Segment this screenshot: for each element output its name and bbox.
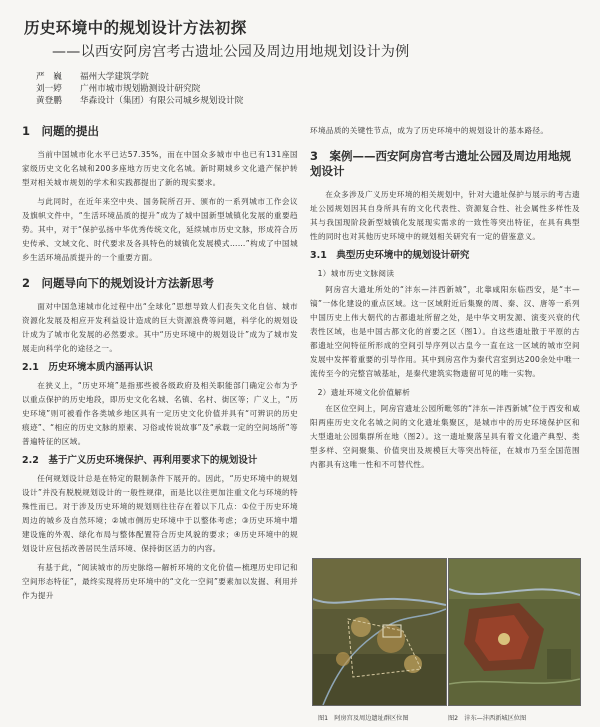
section-3-heading: 3 案例——西安阿房宫考古遗址公园及周边用地规划设计: [310, 149, 571, 178]
section-2-heading: 2 问题导向下的规划设计方法新思考: [22, 276, 214, 290]
paragraph: 在众多涉及广义历史环境的相关规划中，针对大遗址保护与展示的考古遗址公园规划因其自身所具有的文化代表性、资源复合性、社会属性多样性及其与我国现阶段新型城镇化发展现实需求的一致性等突出特征，在具有典型性的同时也对其他历史环境中的规划相关研究有一定的借鉴意义。: [310, 190, 580, 241]
paragraph: 有基于此，“阅读城市的历史脉络—解析环境的文化价值—梳理历史印记和空间形态特征”，最终实现将历史环境中的“文化一空间”要素加以发掘、利用并作为提升: [22, 563, 298, 600]
paper-title: 历史环境中的规划设计方法初探: [24, 19, 247, 37]
left-column: [22, 124, 298, 608]
author-list: [36, 71, 243, 108]
figure-2-map: [448, 558, 581, 706]
author-entry: [36, 83, 243, 95]
map-image-2: [449, 559, 580, 705]
subheading: 1）城市历史文脉阅读: [317, 269, 395, 278]
author-affiliation: 华森设计（集团）有限公司城乡规划设计院: [80, 96, 244, 107]
paragraph: 当前中国城市化水平已达57.35%，而在中国众多城市中也已有131座国家级历史文化名城和200多座地方历史文化名城。新时期城乡文化遗产保护转型对相关城市规划的学术和实践都提出了新的现实要求。: [22, 150, 298, 187]
figures: [312, 558, 580, 708]
section-3-1-heading: 3.1 典型历史环境中的规划设计研究: [310, 250, 470, 261]
author-name: 黄登鹏: [36, 96, 62, 107]
author-entry: [36, 71, 243, 83]
map-image-1: [313, 559, 446, 705]
section-2-1-heading: 2.1 历史环境本质内涵再认识: [22, 362, 153, 373]
section-2-2-heading: 2.2 基于广义历史环境保护、再利用要求下的规划设计: [22, 455, 258, 466]
author-name: 严 巍: [36, 72, 62, 82]
author-name: 刘一婷: [36, 84, 62, 95]
paragraph: 阿房宫大遗址所处的“沣东—沣西新城”，北靠咸阳东临西安，是“丰—镐”一体化建设的重点区域。这一区域附近后集聚的周、秦、汉、唐等一系列中国历史上伟大朝代的古都遗址所留之处，是中华文明发源、演变兴衰的代表性区域，也是中国古都文化的首要之区（图1）。自这些遗址散于平原的古都遗址空间特征所形成的空间引导序列以古皇今一直在这一区域的城市空间发展中发挥着重要的引导作用。其中到房宫作为秦代宫室到达200余处中唯一流传至今的完整宫城基址，是秦代建筑实物遗留可见的唯一实物。: [310, 285, 580, 378]
figure-1-caption: 图1 阿房宫及周边遗址群区位图: [318, 715, 409, 722]
paragraph: 面对中国急速城市化过程中出“全球化”思想导致人们丧失文化自信、城市资源化发展及相应开发利益设计造成的巨大资源浪费等问题，科学化的规划设计成为了城市化发展的必然要求。其中“历史环境中的规划设计”成为了城市发展走向科学化的途径之一。: [22, 302, 298, 353]
figure-1-map: [312, 558, 447, 706]
paragraph: 在区位空间上，阿房宫遗址公园所毗邻的“沣东—沣西新城”位于西安和咸阳两座历史文化名城之间的文化遗址集聚区，是城市中的历史环境保护区和大型遗址公园集群所在地（图2）。这一遗址聚落呈具有着文化遗产典型、类型多样、空间聚集、价值突出及规模巨大等突出特征，在城市乃至全国范围内都具有这唯一性和不可替代性。: [310, 404, 581, 469]
paragraph: 在狭义上，“历史环境”是指那些被各级政府及相关职能部门确定公布为予以重点保护的历史地段，即历史文化名城、名镇、名村、街区等；广义上，“历史环境”则可被看作各类城乡地区具有一定历史文化价值并具有“可辨识的历史痕迹”、“相应的历史文脉的原素、习俗或传说故事”及“承载一定的空间场所”等普遍特征的区域。: [22, 381, 298, 446]
author-entry: [36, 95, 243, 107]
paragraph: 与此同时，在近年来空中央、国务院所召开、颁布的一系列城市工作会议及旗帜文件中，“生活环境品质的提升”成为了城中国新型城镇化发展的重要趋势。其中，对于“保护弘扬中华优秀传统文化，延续城市历史文脉，形成符合历史传承、文域文化、时代要求及各具特色的城镇化发展模式……”构成了中国城乡生活环境品质提升的一个重要方面。: [22, 197, 298, 262]
author-affiliation: 福州大学建筑学院: [80, 72, 149, 82]
author-affiliation: 广州市城市规划勘测设计研究院: [80, 84, 201, 95]
paragraph-continued: 环境品质的关键性节点，成为了历史环境中的规划设计的基本路径。: [310, 126, 549, 135]
figure-2-caption: 图2 沣东—沣西新城区位图: [448, 715, 527, 722]
paper-subtitle: ——以西安阿房宫考古遗址公园及周边用地规划设计为例: [52, 44, 410, 60]
section-1-heading: 1 问题的提出: [22, 124, 100, 138]
subheading: 2）遗址环境文化价值解析: [317, 388, 411, 397]
right-column: [310, 124, 580, 477]
paragraph: 任何规划设计总是在特定的限制条件下展开的。因此，“历史环境中的规划设计”并没有脱脱规划设计的一般性规律，而是比以往更加注重文化与环境的特殊性而已。对于涉及历史环境的规划则往往存在着以下几点：①位于历史环境周边的城乡及自然环境；②城市侧历史环境中于以整体考虑；③历史环境中增建设施的外观、绿化布局与整体配置符合历史风貌的要求；④历史环境中的规划设计应包括改善居民生活环境、保持街区活力的内容。: [22, 474, 298, 553]
